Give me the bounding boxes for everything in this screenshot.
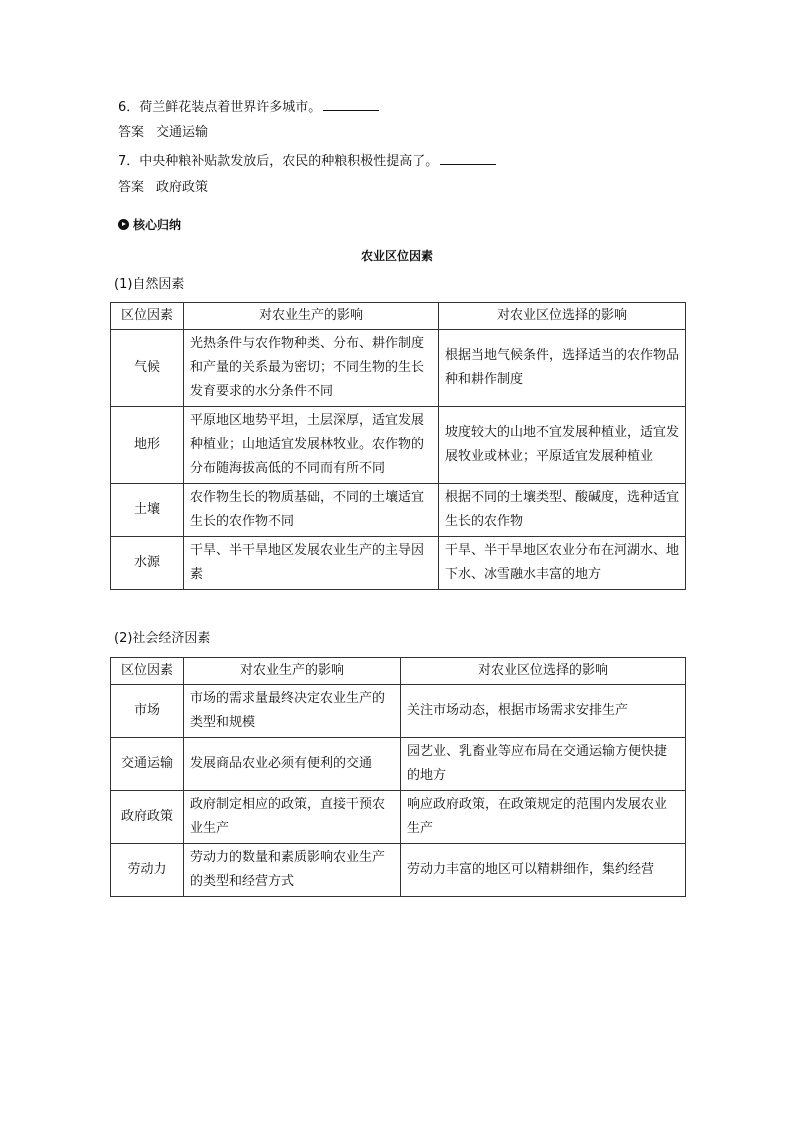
question-6-text: 6．荷兰鲜花装点着世界许多城市。 <box>118 100 322 115</box>
factor-cell: 土壤 <box>111 484 184 537</box>
table-header-row <box>111 658 686 685</box>
question-7-text: 7．中央种粮补贴款发放后，农民的种粮积极性提高了。 <box>118 154 439 169</box>
answer-6 <box>118 124 208 142</box>
question-7 <box>118 152 496 171</box>
factor-cell: 劳动力 <box>111 844 184 897</box>
header-choice: 对农业区位选择的影响 <box>439 303 686 330</box>
choice-cell: 根据不同的土壤类型、酸碱度，选种适宜生长的农作物 <box>439 484 686 537</box>
choice-cell: 响应政府政策，在政策规定的范围内发展农业生产 <box>401 791 686 844</box>
table-row <box>111 685 686 738</box>
play-circle-icon <box>118 219 129 230</box>
table-row <box>111 791 686 844</box>
choice-cell: 坡度较大的山地不宜发展种植业，适宜发展牧业或林业；平原适宜发展种植业 <box>439 407 686 484</box>
choice-cell: 干旱、半干旱地区农业分布在河湖水、地下水、冰雪融水丰富的地方 <box>439 537 686 590</box>
table-row <box>111 484 686 537</box>
natural-factors-table <box>110 302 686 590</box>
answer-blank <box>323 98 379 111</box>
impact-cell: 政府制定相应的政策，直接干预农业生产 <box>184 791 401 844</box>
table-row <box>111 330 686 407</box>
answer-blank <box>440 152 496 165</box>
page-title: 农业区位因素 <box>360 249 433 263</box>
impact-cell: 平原地区地势平坦，土层深厚，适宜发展种植业；山地适宜发展林牧业。农作物的分布随海拔高低的不同而有所不同 <box>184 407 439 484</box>
impact-cell: 光热条件与农作物种类、分布、耕作制度和产量的关系最为密切；不同生物的生长发育要求的水分条件不同 <box>184 330 439 407</box>
header-factor: 区位因素 <box>111 303 184 330</box>
impact-cell: 干旱、半干旱地区发展农业生产的主导因素 <box>184 537 439 590</box>
table-header-row <box>111 303 686 330</box>
answer-label: 答案 <box>118 125 145 140</box>
answer-label: 答案 <box>118 180 145 195</box>
factor-cell: 气候 <box>111 330 184 407</box>
factor-cell: 市场 <box>111 685 184 738</box>
header-impact: 对农业生产的影响 <box>184 303 439 330</box>
impact-cell: 发展商品农业必须有便利的交通 <box>184 738 401 791</box>
section-heading <box>118 216 181 233</box>
factor-cell: 水源 <box>111 537 184 590</box>
table-row <box>111 844 686 897</box>
header-choice: 对农业区位选择的影响 <box>401 658 686 685</box>
choice-cell: 根据当地气候条件，选择适当的农作物品种和耕作制度 <box>439 330 686 407</box>
section-label: 核心归纳 <box>133 218 182 232</box>
table-row <box>111 537 686 590</box>
header-impact: 对农业生产的影响 <box>184 658 401 685</box>
choice-cell: 劳动力丰富的地区可以精耕细作，集约经营 <box>401 844 686 897</box>
impact-cell: 农作物生长的物质基础，不同的土壤适宜生长的农作物不同 <box>184 484 439 537</box>
choice-cell: 关注市场动态，根据市场需求安排生产 <box>401 685 686 738</box>
answer-7 <box>118 179 208 197</box>
answer-6-text: 交通运输 <box>156 125 209 140</box>
factor-cell: 政府政策 <box>111 791 184 844</box>
question-6 <box>118 98 379 117</box>
answer-7-text: 政府政策 <box>156 180 209 195</box>
table-row <box>111 407 686 484</box>
table-row <box>111 738 686 791</box>
factor-cell: 交通运输 <box>111 738 184 791</box>
factor-cell: 地形 <box>111 407 184 484</box>
choice-cell: 园艺业、乳畜业等应布局在交通运输方便快捷的地方 <box>401 738 686 791</box>
table2-caption: (2)社会经济因素 <box>114 631 211 646</box>
header-factor: 区位因素 <box>111 658 184 685</box>
table1-caption: (1)自然因素 <box>114 277 185 292</box>
impact-cell: 市场的需求量最终决定农业生产的类型和规模 <box>184 685 401 738</box>
socioeconomic-factors-table <box>110 657 686 897</box>
impact-cell: 劳动力的数量和素质影响农业生产的类型和经营方式 <box>184 844 401 897</box>
